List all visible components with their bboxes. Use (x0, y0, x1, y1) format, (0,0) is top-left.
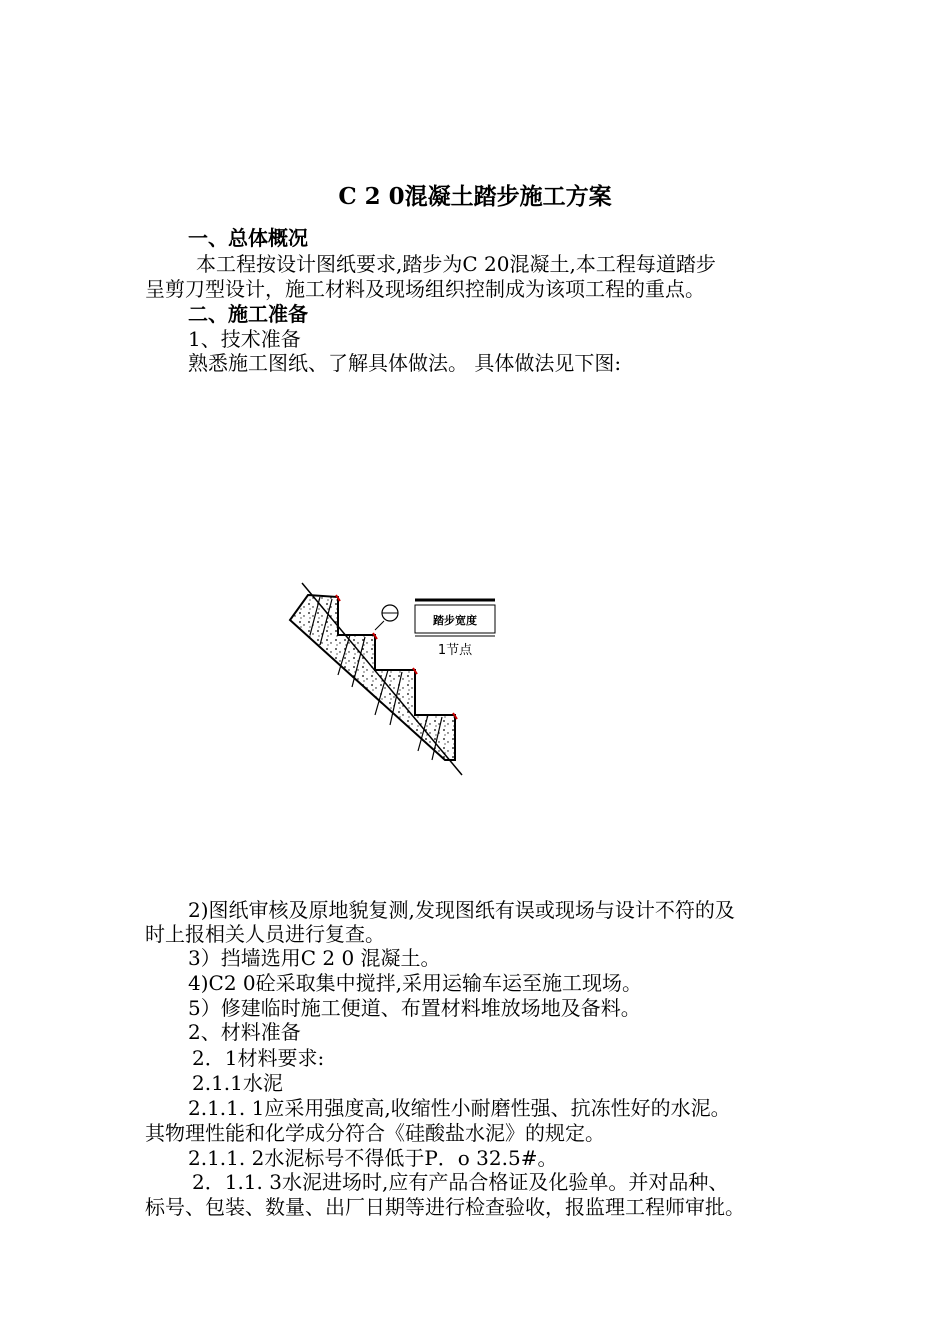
paragraph-line: 2．1.1. 3水泥进场时,应有产品合格证及化验单。并对品种、 (192, 1170, 729, 1194)
paragraph-line: 呈剪刀型设计，施工材料及现场组织控制成为该项工程的重点。 (145, 277, 705, 301)
stair-detail-drawing (280, 575, 520, 780)
callout-leader (375, 621, 384, 630)
paragraph-line: 标号、包装、数量、出厂日期等进行检查验收，报监理工程师审批。 (145, 1195, 745, 1219)
subsection-heading: 2.1.1水泥 (192, 1071, 283, 1095)
paragraph-line: 4)C2 0砼采取集中搅拌,采用运输车运至施工现场。 (188, 971, 642, 995)
paragraph-line: 2.1.1. 1应采用强度高,收缩性小耐磨性强、抗冻性好的水泥。 (188, 1096, 731, 1120)
stair-detail-figure (280, 575, 520, 780)
document-title: C 2 0混凝土踏步施工方案 (338, 183, 612, 210)
paragraph-line: 3）挡墙选用C 2 0 混凝土。 (188, 946, 441, 970)
subsection-heading: 2．1材料要求: (192, 1046, 325, 1070)
section-heading-overview: 一、总体概况 (188, 226, 308, 250)
paragraph-line: 本工程按设计图纸要求,踏步为C 20混凝土,本工程每道踏步 (196, 252, 716, 276)
paragraph-line: 其物理性能和化学成分符合《硅酸盐水泥》的规定。 (145, 1121, 605, 1145)
paragraph-line: 时上报相关人员进行复查。 (145, 922, 385, 946)
paragraph-line: 熟悉施工图纸、了解具体做法。 具体做法见下图: (188, 351, 622, 375)
paragraph-line: 2)图纸审核及原地貌复测,发现图纸有误或现场与设计不符的及 (188, 898, 735, 922)
paragraph-line: 2.1.1. 2水泥标号不得低于P．o 32.5#。 (188, 1146, 558, 1170)
subsection-heading: 1、技术准备 (188, 327, 301, 351)
subsection-heading: 2、材料准备 (188, 1020, 301, 1044)
legend-label: 踏步宽度 (433, 614, 477, 627)
section-heading-preparation: 二、施工准备 (188, 302, 308, 326)
paragraph-line: 5）修建临时施工便道、布置材料堆放场地及备料。 (188, 996, 641, 1020)
node-label: 1节点 (437, 643, 473, 658)
